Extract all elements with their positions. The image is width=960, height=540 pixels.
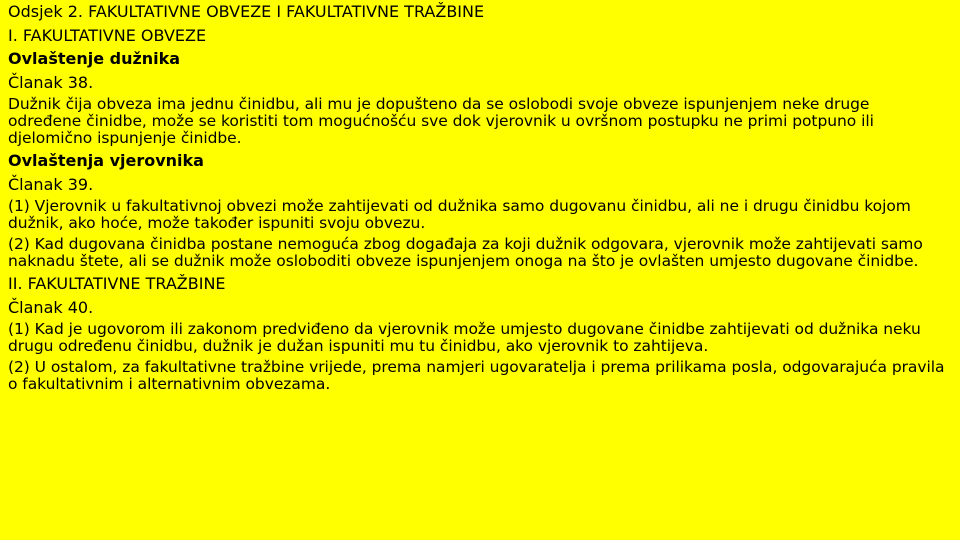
- section-title: Odsjek 2. FAKULTATIVNE OBVEZE I FAKULTATIVNE TRAŽBINE: [8, 2, 485, 21]
- subheading-debtor-authority: Ovlaštenje dužnika: [8, 49, 181, 68]
- article-40-paragraph-2: (2) U ostalom, za fakultativne tražbine vrijede, prema namjeri ugovaratelja i prema prilikama posla, odgovarajuća pravila o fakultativnim i alternativnim obvezama.: [8, 358, 945, 393]
- article-38-text: Dužnik čija obveza ima jednu činidbu, ali mu je dopušteno da se oslobodi svoje obveze ispunjenjem neke druge određene činidbe, može se koristiti tom mogućnošću sve dok vjerovnik u ovršnom postupku ne primi potpuno ili djelomično ispunjenje činidbe.: [8, 95, 874, 147]
- part-two-title: II. FAKULTATIVNE TRAŽBINE: [8, 274, 226, 293]
- article-38-title: Članak 38.: [8, 72, 94, 92]
- subheading-creditor-authority: Ovlaštenja vjerovnika: [8, 151, 204, 170]
- article-39-paragraph-1: (1) Vjerovnik u fakultativnoj obvezi može zahtijevati od dužnika samo dugovanu činidbu, ali ne i drugu činidbu kojom dužnik, ako hoće, može također ispuniti svoju obvezu.: [8, 197, 911, 232]
- article-40-paragraph-1: (1) Kad je ugovorom ili zakonom predviđeno da vjerovnik može umjesto dugovane činidbe zahtijevati od dužnika neku drugu određenu činidbu, dužnik je dužan ispuniti mu tu činidbu, ako vjerovnik to zahtijeva.: [8, 320, 921, 355]
- article-40-title: Članak 40.: [8, 297, 94, 317]
- article-39-title: Članak 39.: [8, 174, 94, 194]
- part-one-title: I. FAKULTATIVNE OBVEZE: [8, 25, 207, 45]
- article-39-paragraph-2: (2) Kad dugovana činidba postane nemoguća zbog događaja za koji dužnik odgovara, vjerovnik može zahtijevati samo naknadu štete, ali se dužnik može osloboditi obveze ispunjenjem onoga na što je ovlašten umjesto dugovane činidbe.: [8, 235, 923, 270]
